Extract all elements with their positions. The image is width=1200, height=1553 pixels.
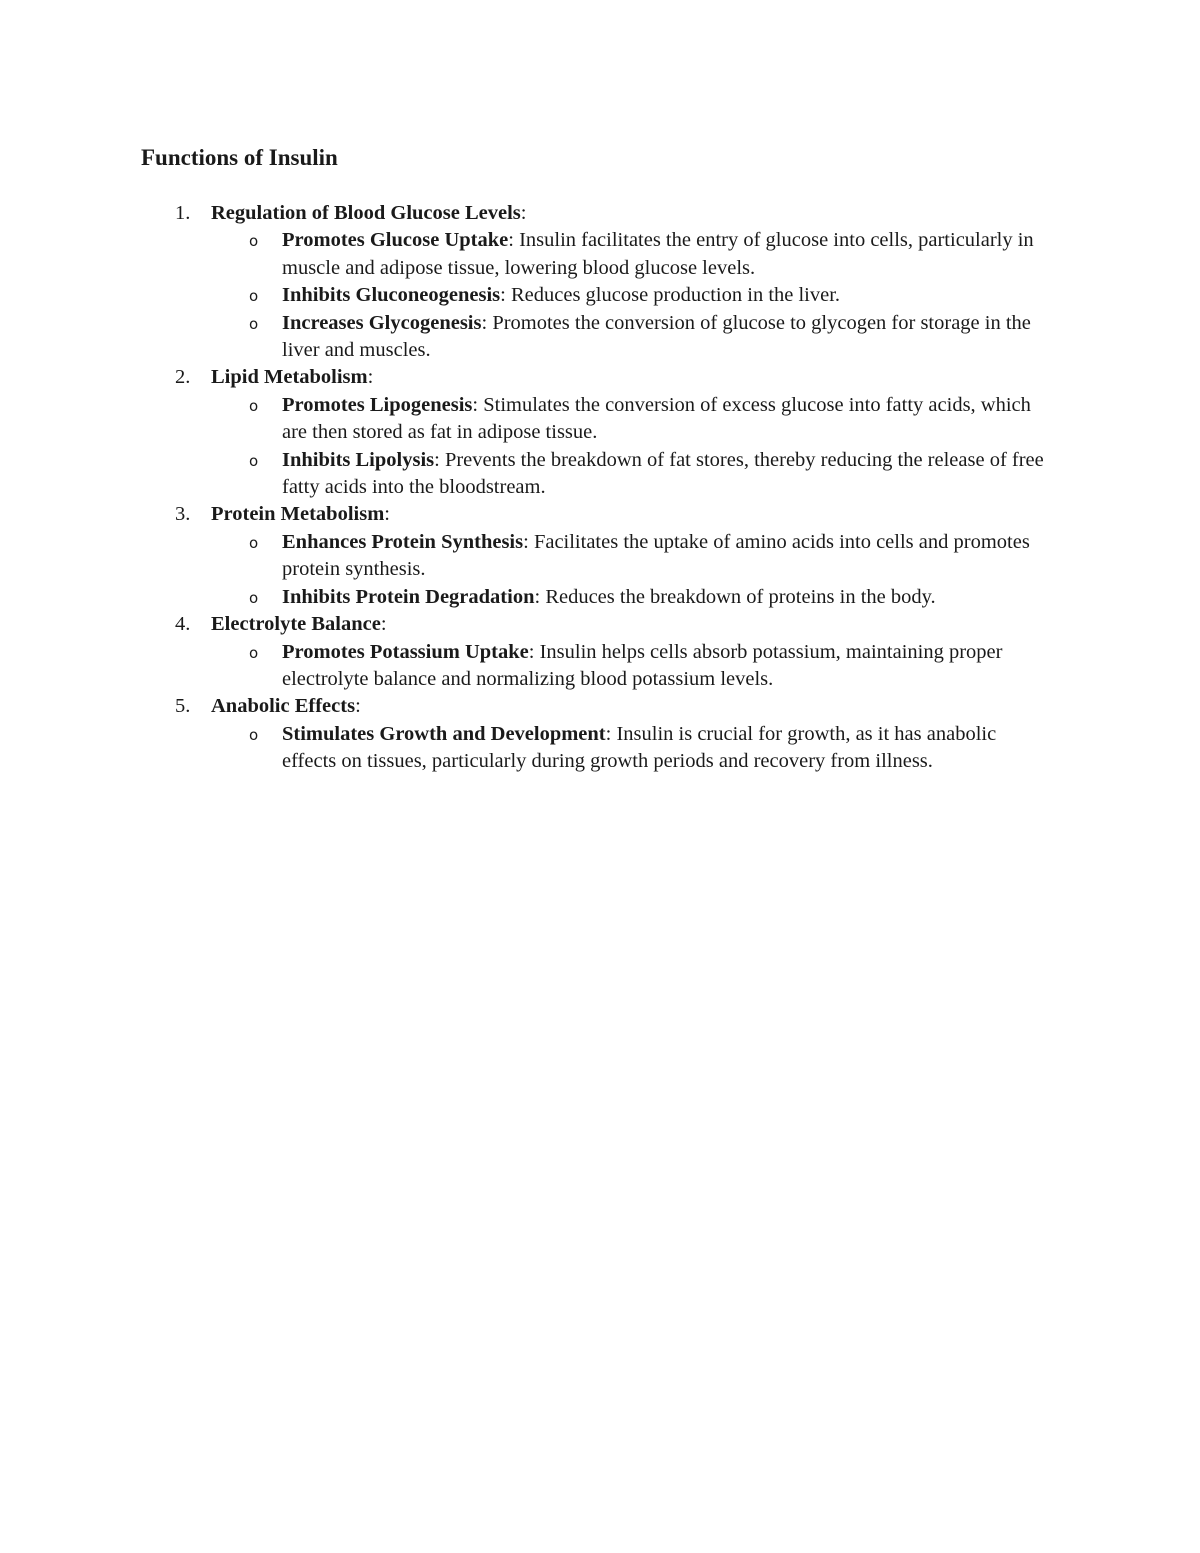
section-heading-colon: : <box>367 366 374 389</box>
item-text: Prevents the breakdown of fat stores, thereby reducing the release of free fatty acids into the bloodstream. <box>282 448 1044 499</box>
item-term: Promotes Lipogenesis <box>282 393 473 416</box>
section-list <box>141 200 1061 776</box>
bullet-marker: o <box>249 725 259 744</box>
section-number: 2. <box>175 366 191 389</box>
bullet-marker: o <box>249 533 259 552</box>
bullet-marker: o <box>249 287 259 306</box>
bullet-marker: o <box>249 314 259 333</box>
item-colon: : <box>605 722 612 745</box>
item-term: Inhibits Protein Degradation <box>282 585 535 608</box>
item-text: Reduces glucose production in the liver. <box>505 284 841 307</box>
item-colon: : <box>434 448 440 471</box>
item-term: Inhibits Lipolysis <box>282 448 435 471</box>
item-colon: : <box>523 530 529 553</box>
item-text: Insulin is crucial for growth, as it has anabolic effects on tissues, particularly during growth periods and recovery from illness. <box>282 722 997 773</box>
item-term: Promotes Potassium Uptake <box>282 640 529 663</box>
list-item <box>141 529 1061 584</box>
section-heading-colon: : <box>355 695 361 718</box>
section-number: 3. <box>175 503 191 526</box>
item-text: Facilitates the uptake of amino acids into cells and promotes protein synthesis. <box>282 530 1030 581</box>
section-heading-text: Regulation of Blood Glucose Levels <box>211 202 521 224</box>
section-heading <box>141 693 1061 720</box>
section-heading-text: Anabolic Effects <box>211 695 356 718</box>
section-heading <box>141 200 1061 227</box>
item-colon: : <box>508 229 514 252</box>
bullet-marker: o <box>249 643 259 662</box>
section-regulation-of-blood-glucose <box>141 200 1061 364</box>
section-heading-text: Lipid Metabolism <box>211 366 368 389</box>
list-item <box>141 310 1061 365</box>
item-text: Insulin facilitates the entry of glucose into cells, particularly in muscle and adipose tissue, lowering blood glucose levels. <box>282 229 1034 279</box>
section-heading-colon: : <box>520 202 527 224</box>
section-protein-metabolism <box>141 501 1061 611</box>
section-number: 4. <box>175 613 191 636</box>
item-colon: : <box>472 393 479 416</box>
sub-list <box>141 639 1061 694</box>
item-text: Reduces the breakdown of proteins in the body. <box>540 585 936 608</box>
bullet-marker: o <box>249 588 259 607</box>
document-title: Functions of Insulin <box>141 145 338 170</box>
item-term: Promotes Glucose Uptake <box>282 229 509 252</box>
section-lipid-metabolism <box>141 364 1061 501</box>
section-electrolyte-balance <box>141 611 1061 693</box>
item-term: Inhibits Gluconeogenesis <box>282 284 501 307</box>
bullet-marker: o <box>249 451 259 470</box>
list-item <box>141 392 1061 447</box>
list-item <box>141 447 1061 502</box>
list-item <box>141 282 1061 309</box>
item-text: Promotes the conversion of glucose to glycogen for storage in the liver and muscles. <box>282 311 1031 362</box>
item-colon: : <box>534 585 541 608</box>
list-item <box>141 584 1061 611</box>
item-colon: : <box>500 284 506 307</box>
item-term: Increases Glycogenesis <box>282 311 482 334</box>
list-item <box>141 721 1061 776</box>
section-heading <box>141 611 1061 638</box>
section-heading-text: Protein Metabolism <box>211 503 385 526</box>
bullet-marker: o <box>249 396 259 415</box>
section-heading-colon: : <box>380 613 387 636</box>
section-heading <box>141 364 1061 391</box>
item-term: Stimulates Growth and Development <box>282 722 606 745</box>
list-item <box>141 227 1061 282</box>
item-text: Stimulates the conversion of excess glucose into fatty acids, which are then stored as fat in adipose tissue. <box>282 393 1031 444</box>
item-colon: : <box>481 311 488 334</box>
section-heading-colon: : <box>384 503 390 526</box>
section-anabolic-effects <box>141 693 1061 775</box>
section-heading-text: Electrolyte Balance <box>211 613 381 636</box>
sub-list <box>141 227 1061 364</box>
section-heading <box>141 501 1061 528</box>
sub-list <box>141 721 1061 776</box>
section-number: 1. <box>175 202 191 224</box>
sub-list <box>141 392 1061 502</box>
item-term: Enhances Protein Synthesis <box>282 530 524 553</box>
bullet-marker: o <box>249 232 259 251</box>
item-colon: : <box>528 640 535 663</box>
sub-list <box>141 529 1061 611</box>
item-text: Insulin helps cells absorb potassium, maintaining proper electrolyte balance and normalizing blood potassium levels. <box>282 640 1003 690</box>
section-number: 5. <box>175 695 191 718</box>
list-item <box>141 639 1061 694</box>
